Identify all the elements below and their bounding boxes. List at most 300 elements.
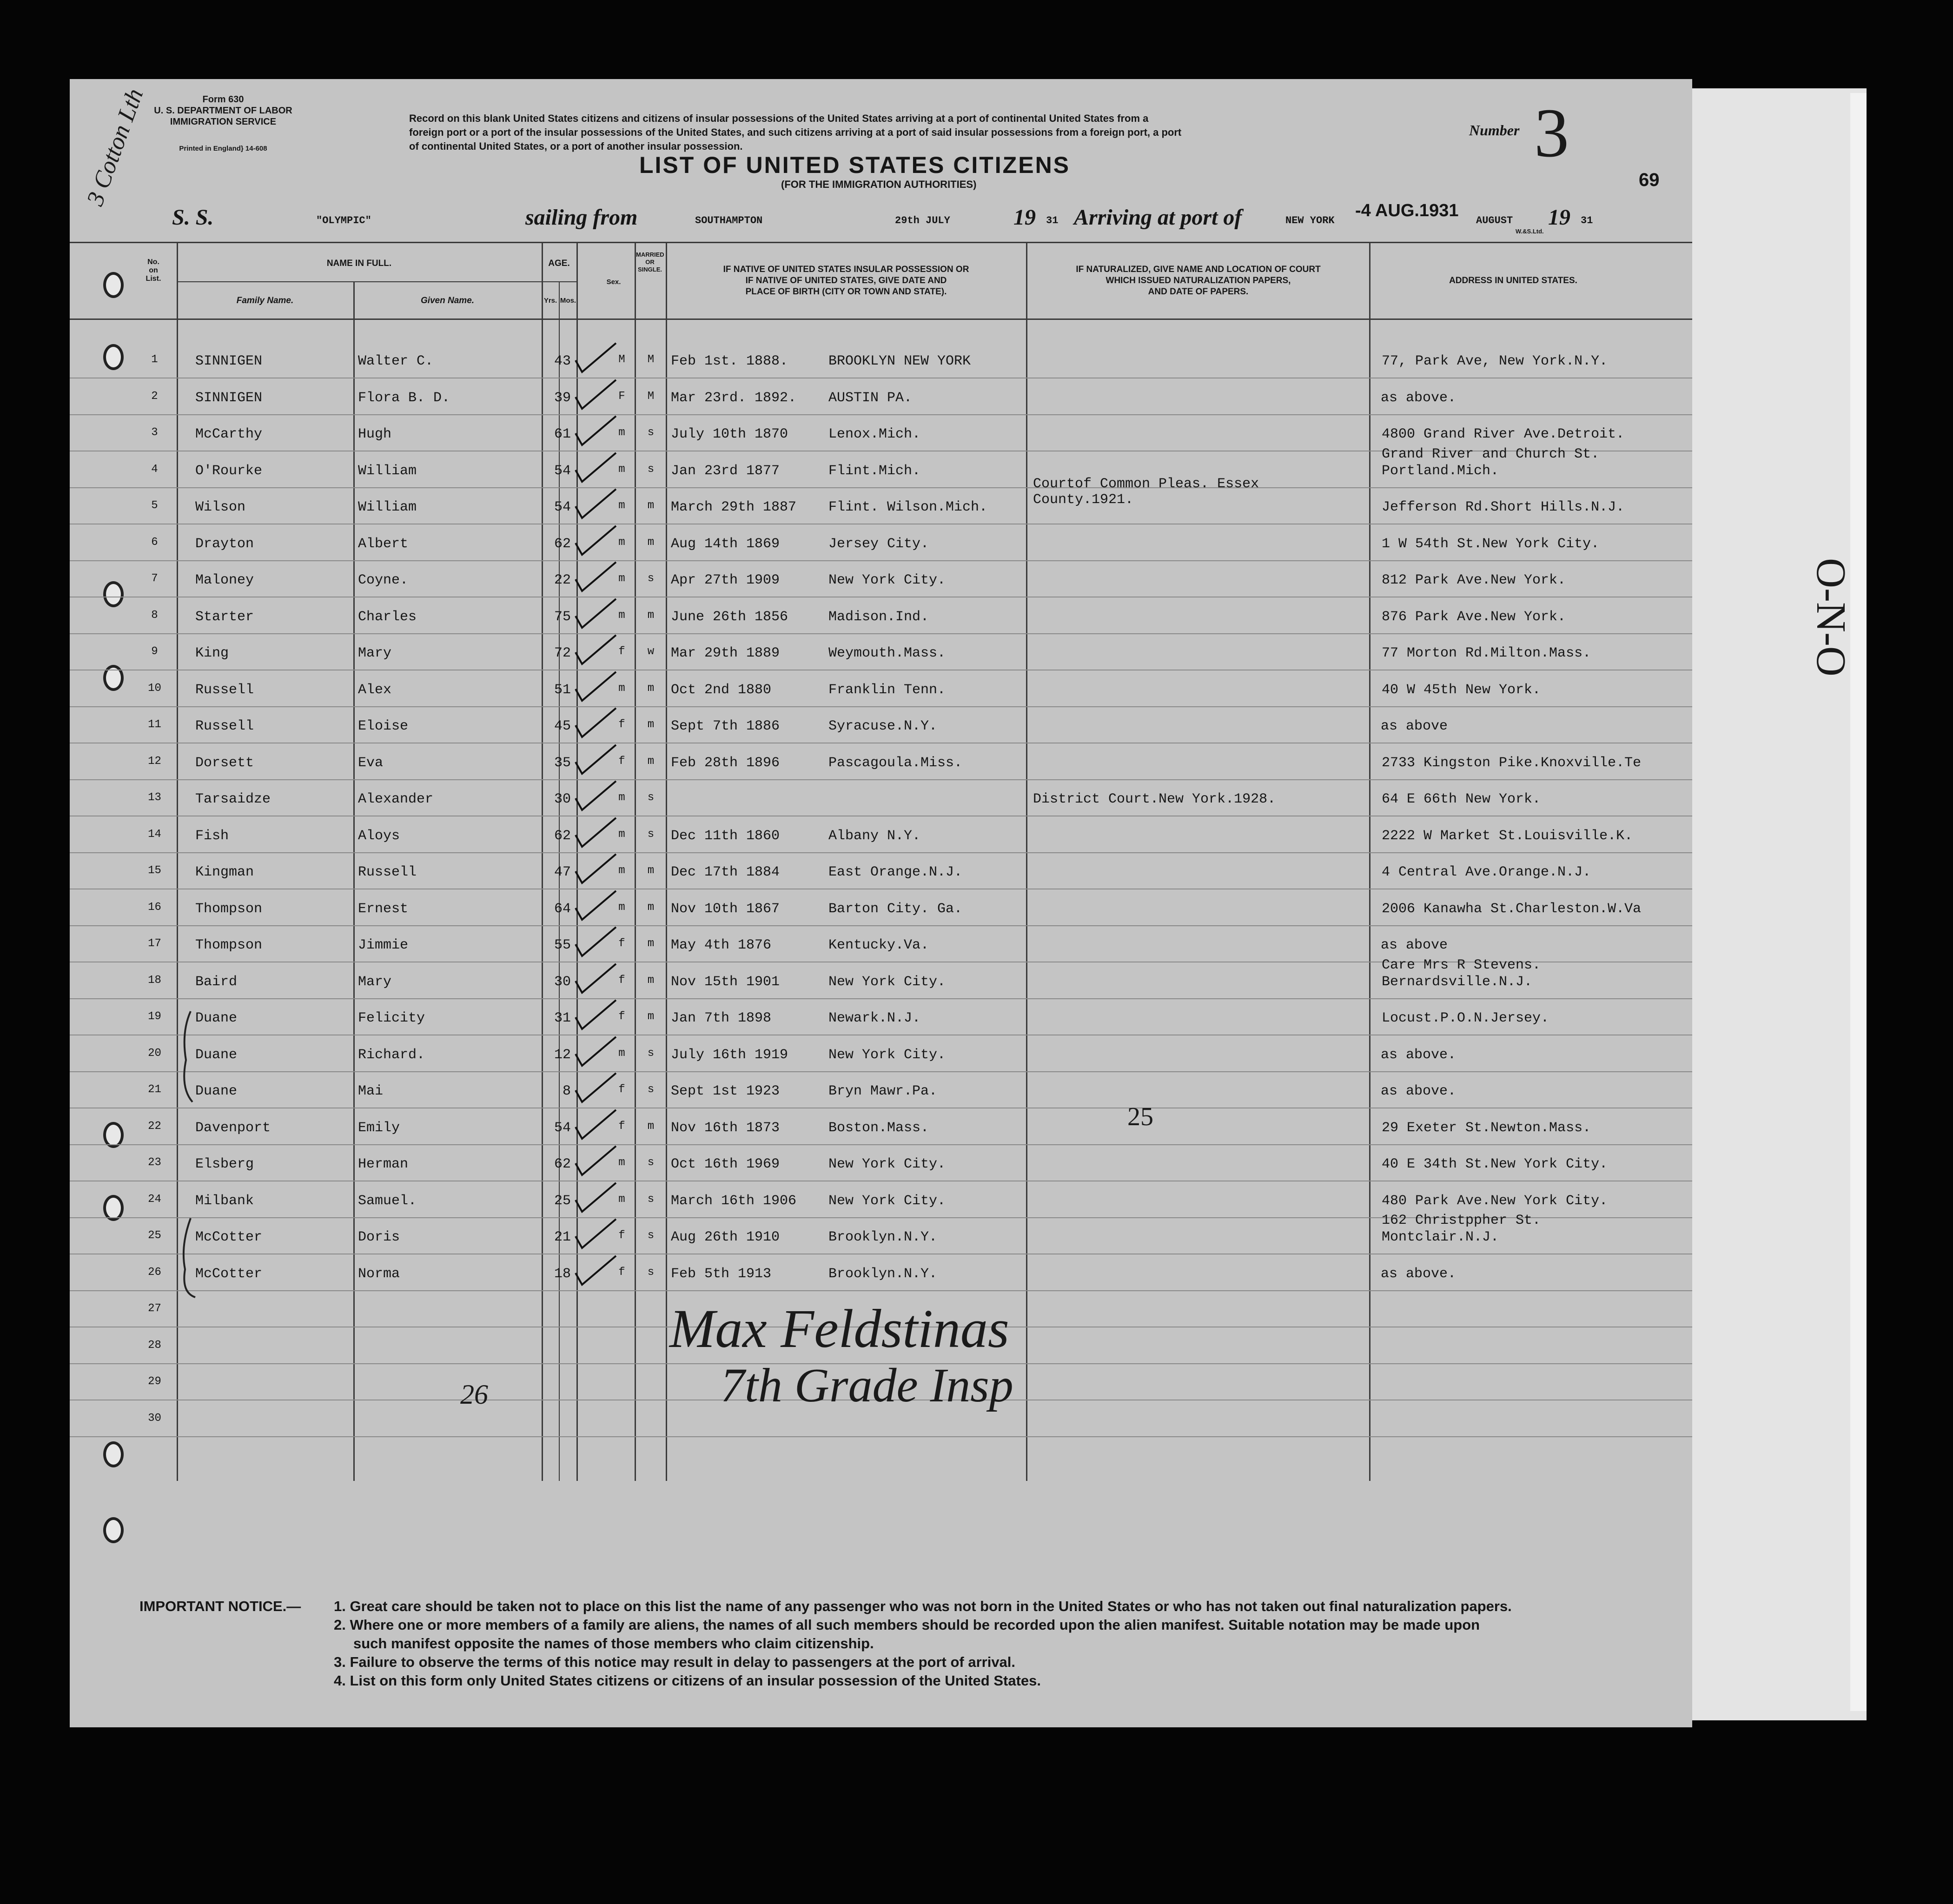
sex: m bbox=[618, 791, 625, 804]
ship-name: "OLYMPIC" bbox=[316, 215, 371, 226]
arrival-year: 31 bbox=[1581, 215, 1593, 226]
family-name: Baird bbox=[195, 974, 238, 990]
department: U. S. DEPARTMENT OF LABOR bbox=[154, 106, 292, 116]
given-name: Doris bbox=[358, 1229, 400, 1245]
stamp-number: 25 bbox=[1127, 1102, 1153, 1131]
row-number: 5 bbox=[151, 499, 158, 512]
birth-place: Weymouth.Mass. bbox=[828, 645, 946, 661]
check-mark bbox=[572, 1252, 623, 1289]
punch-hole bbox=[103, 1441, 124, 1467]
given-name: Charles bbox=[358, 609, 417, 625]
row-rule bbox=[70, 852, 1692, 853]
row-rule bbox=[70, 487, 1692, 488]
check-mark bbox=[572, 558, 623, 596]
header-text: IF NATIVE OF UNITED STATES, GIVE DATE AND bbox=[745, 276, 947, 285]
check-mark bbox=[572, 850, 623, 888]
to-port: NEW YORK bbox=[1285, 215, 1335, 226]
sex: m bbox=[618, 463, 625, 476]
family-name: Fish bbox=[195, 828, 229, 844]
birth-place: New York City. bbox=[828, 1193, 946, 1209]
family-name: Maloney bbox=[195, 572, 254, 588]
sex: m bbox=[618, 499, 625, 512]
page-number: 69 bbox=[1639, 170, 1660, 190]
marital-status: s bbox=[647, 791, 655, 804]
row-rule bbox=[70, 706, 1692, 707]
check-mark bbox=[572, 704, 623, 742]
birth-place: BROOKLYN NEW YORK bbox=[828, 353, 971, 369]
printer-mark: W.&S.Ltd. bbox=[1516, 228, 1544, 235]
given-name: Mary bbox=[358, 974, 392, 990]
birth-date: March 16th 1906 bbox=[671, 1193, 797, 1209]
marital-status: s bbox=[647, 828, 655, 841]
row-number: 30 bbox=[148, 1412, 161, 1425]
header-text: List. bbox=[146, 275, 161, 283]
family-name: Russell bbox=[195, 718, 254, 734]
table-top-rule bbox=[70, 242, 1692, 243]
row-number: 13 bbox=[148, 791, 161, 804]
birth-date: Jan 7th 1898 bbox=[671, 1010, 772, 1026]
sex: m bbox=[618, 426, 625, 439]
given-name: Ernest bbox=[358, 901, 409, 917]
form-number: Form 630 bbox=[202, 94, 244, 105]
birth-date: Dec 17th 1884 bbox=[671, 864, 780, 880]
col-header-given: Given Name. bbox=[420, 296, 475, 305]
birth-date: May 4th 1876 bbox=[671, 937, 772, 953]
family-bracket bbox=[177, 1004, 205, 1307]
year-prefix: 19 bbox=[1548, 205, 1570, 230]
number-label: Number bbox=[1469, 122, 1520, 139]
check-mark bbox=[572, 777, 623, 815]
sex: f bbox=[618, 937, 625, 950]
col-header-family: Family Name. bbox=[236, 296, 294, 305]
notice-item-4: 4. List on this form only United States citizens or citizens of an insular possession of the United States. bbox=[334, 1672, 1041, 1689]
row-rule bbox=[70, 560, 1692, 561]
punch-hole bbox=[103, 581, 124, 607]
col-divider bbox=[353, 281, 355, 1481]
row-number: 1 bbox=[151, 353, 158, 366]
birth-place: AUSTIN PA. bbox=[828, 390, 913, 406]
sex: m bbox=[618, 609, 625, 622]
inspector-signature: Max Feldstinas bbox=[669, 1298, 1009, 1359]
row-number: 16 bbox=[148, 901, 161, 914]
age-years: 54 bbox=[554, 1120, 571, 1136]
check-mark bbox=[572, 1033, 623, 1070]
address-line: Locust.P.O.N.Jersey. bbox=[1382, 1010, 1549, 1026]
birth-date: Feb 1st. 1888. bbox=[671, 353, 788, 369]
sex: M bbox=[618, 353, 625, 366]
marital-status: m bbox=[647, 864, 655, 877]
family-name: Davenport bbox=[195, 1120, 271, 1136]
row-rule bbox=[70, 1290, 1692, 1291]
notice-item-2: 2. Where one or more members of a family are aliens, the names of all such members should be recorded upon the alien manifest. Suitable notation may be made upon bbox=[334, 1617, 1480, 1633]
sex: m bbox=[618, 828, 625, 841]
family-name: McCotter bbox=[195, 1229, 263, 1245]
family-name: Thompson bbox=[195, 901, 263, 917]
family-name: McCarthy bbox=[195, 426, 263, 442]
marital-status: s bbox=[647, 1193, 655, 1206]
birth-date: March 29th 1887 bbox=[671, 499, 797, 515]
birth-place: Flint. Wilson.Mich. bbox=[828, 499, 988, 515]
birth-place: Barton City. Ga. bbox=[828, 901, 963, 917]
marital-status: m bbox=[647, 1120, 655, 1133]
birth-place: New York City. bbox=[828, 1156, 946, 1172]
punch-hole bbox=[103, 344, 124, 370]
given-name: Eva bbox=[358, 755, 384, 771]
birth-place: Jersey City. bbox=[828, 536, 929, 552]
marital-status: m bbox=[647, 682, 655, 695]
address-line: Care Mrs R Stevens. bbox=[1382, 957, 1541, 973]
punch-hole bbox=[103, 272, 124, 298]
row-number: 29 bbox=[148, 1375, 161, 1388]
row-number: 28 bbox=[148, 1339, 161, 1352]
birth-date: Sept 1st 1923 bbox=[671, 1083, 780, 1099]
row-rule bbox=[70, 779, 1692, 780]
address-line: 162 Christppher St. bbox=[1382, 1213, 1541, 1228]
birth-date: Mar 29th 1889 bbox=[671, 645, 780, 661]
row-number: 18 bbox=[148, 974, 161, 987]
row-rule bbox=[70, 1071, 1692, 1072]
address-line: Montclair.N.J. bbox=[1382, 1229, 1499, 1245]
header-text: PLACE OF BIRTH (CITY OR TOWN AND STATE). bbox=[745, 287, 947, 297]
sex: f bbox=[618, 1120, 625, 1133]
ss-label: S. S. bbox=[172, 205, 214, 230]
birth-place: New York City. bbox=[828, 974, 946, 990]
age-years: 30 bbox=[554, 791, 571, 807]
handwritten-number: 26 bbox=[460, 1379, 488, 1410]
address-line: 64 E 66th New York. bbox=[1382, 791, 1541, 807]
age-years: 22 bbox=[554, 572, 571, 588]
birth-place: New York City. bbox=[828, 572, 946, 588]
marital-status: m bbox=[647, 499, 655, 512]
family-name: Thompson bbox=[195, 937, 263, 953]
notice-item-1: 1. Great care should be taken not to place on this list the name of any passenger who was not born in the United States or who has not taken out final naturalization papers. bbox=[334, 1598, 1512, 1614]
check-mark bbox=[572, 923, 623, 961]
address-line: 4 Central Ave.Orange.N.J. bbox=[1382, 864, 1591, 880]
given-name: William bbox=[358, 463, 417, 479]
address-line: 4800 Grand River Ave.Detroit. bbox=[1382, 426, 1625, 442]
notice-item-3: 3. Failure to observe the terms of this notice may result in delay to passengers at the port of arrival. bbox=[334, 1654, 1016, 1670]
record-note-line: foreign port or a port of the insular possessions of the United States, and such citizens arriving at a port of said insular possessions from a foreign port, a port bbox=[409, 126, 1182, 138]
row-number: 20 bbox=[148, 1047, 161, 1060]
sex: f bbox=[618, 755, 625, 768]
check-mark bbox=[572, 522, 623, 559]
header-text: MARRIED OR bbox=[636, 251, 664, 265]
given-name: Eloise bbox=[358, 718, 409, 734]
family-name: O'Rourke bbox=[195, 463, 263, 479]
marital-status: M bbox=[647, 353, 655, 366]
age-years: 18 bbox=[554, 1266, 571, 1282]
record-note bbox=[409, 112, 1348, 153]
check-mark bbox=[572, 887, 623, 924]
marital-status: m bbox=[647, 536, 655, 549]
family-name: Kingman bbox=[195, 864, 254, 880]
row-number: 8 bbox=[151, 609, 158, 622]
birth-place: Newark.N.J. bbox=[828, 1010, 921, 1026]
address-line: as above bbox=[1381, 718, 1448, 734]
check-mark bbox=[572, 1106, 623, 1143]
address-line: as above. bbox=[1381, 1266, 1456, 1282]
address-line: 77, Park Ave, New York.N.Y. bbox=[1382, 353, 1608, 369]
age-years: 62 bbox=[554, 1156, 571, 1172]
marital-status: m bbox=[647, 937, 655, 950]
birth-date: Aug 14th 1869 bbox=[671, 536, 780, 552]
birth-place: Madison.Ind. bbox=[828, 609, 929, 625]
row-rule bbox=[70, 1436, 1692, 1437]
col-header-address: ADDRESS IN UNITED STATES. bbox=[1449, 276, 1577, 285]
year-prefix: 19 bbox=[1013, 205, 1036, 230]
right-margin-mark: O-N-O bbox=[1808, 558, 1854, 677]
family-name: Elsberg bbox=[195, 1156, 254, 1172]
service: IMMIGRATION SERVICE bbox=[170, 117, 277, 127]
marital-status: s bbox=[647, 1156, 655, 1169]
row-number: 2 bbox=[151, 390, 158, 403]
header-text: IF NATIVE OF UNITED STATES INSULAR POSSESSION OR bbox=[723, 265, 969, 274]
address-line: 2222 W Market St.Louisville.K. bbox=[1382, 828, 1633, 844]
age-years: 12 bbox=[554, 1047, 571, 1063]
sex: f bbox=[618, 1266, 625, 1279]
arrival-stamp: -4 AUG.1931 bbox=[1355, 201, 1459, 220]
row-number: 21 bbox=[148, 1083, 161, 1096]
address-line: Jefferson Rd.Short Hills.N.J. bbox=[1382, 499, 1625, 515]
marital-status: M bbox=[647, 390, 655, 403]
check-mark bbox=[572, 449, 623, 486]
age-years: 43 bbox=[554, 353, 571, 369]
age-years: 25 bbox=[554, 1193, 571, 1209]
marital-status: m bbox=[647, 755, 655, 768]
header-text: No. bbox=[147, 258, 159, 266]
row-number: 12 bbox=[148, 755, 161, 768]
age-years: 61 bbox=[554, 426, 571, 442]
row-rule bbox=[70, 925, 1692, 926]
sex: m bbox=[618, 536, 625, 549]
birth-date: July 10th 1870 bbox=[671, 426, 788, 442]
naturalization-court: Courtof Common Pleas. Essex County.1921. bbox=[1033, 476, 1259, 508]
page-subtitle: (FOR THE IMMIGRATION AUTHORITIES) bbox=[781, 179, 977, 190]
age-years: 30 bbox=[554, 974, 571, 990]
given-name: Samuel. bbox=[358, 1193, 417, 1209]
check-mark bbox=[572, 485, 623, 523]
col-header-naturalized bbox=[1027, 264, 1369, 298]
given-name: Flora B. D. bbox=[358, 390, 450, 406]
marital-status: s bbox=[647, 1083, 655, 1096]
col-header-birth bbox=[667, 264, 1025, 298]
birth-date: June 26th 1856 bbox=[671, 609, 788, 625]
family-name: Milbank bbox=[195, 1193, 254, 1209]
col-header-mos: Mos. bbox=[560, 297, 576, 305]
birth-place: Albany N.Y. bbox=[828, 828, 921, 844]
address-line: Bernardsville.N.J. bbox=[1382, 974, 1533, 990]
birth-place: Franklin Tenn. bbox=[828, 682, 946, 698]
row-number: 11 bbox=[148, 718, 161, 731]
check-mark bbox=[572, 1215, 623, 1253]
birth-place: New York City. bbox=[828, 1047, 946, 1063]
check-mark bbox=[572, 814, 623, 851]
address-line: as above. bbox=[1381, 1047, 1456, 1063]
family-name: McCotter bbox=[195, 1266, 263, 1282]
address-line: 480 Park Ave.New York City. bbox=[1382, 1193, 1608, 1209]
row-rule bbox=[70, 998, 1692, 999]
header-text: SINGLE. bbox=[637, 266, 662, 273]
birth-date: Aug 26th 1910 bbox=[671, 1229, 780, 1245]
given-name: Mai bbox=[358, 1083, 384, 1099]
given-name: Hugh bbox=[358, 426, 392, 442]
punch-hole bbox=[103, 665, 124, 691]
row-number: 24 bbox=[148, 1193, 161, 1206]
address-line: Grand River and Church St. bbox=[1382, 446, 1600, 462]
address-line: 2733 Kingston Pike.Knoxville.Te bbox=[1382, 755, 1642, 771]
marital-status: m bbox=[647, 718, 655, 731]
name-subrule bbox=[177, 281, 576, 282]
birth-place: Kentucky.Va. bbox=[828, 937, 929, 953]
sex: f bbox=[618, 1010, 625, 1023]
age-years: 31 bbox=[554, 1010, 571, 1026]
check-mark bbox=[572, 1179, 623, 1216]
birth-place: East Orange.N.J. bbox=[828, 864, 963, 880]
col-header-no bbox=[137, 258, 170, 283]
row-number: 4 bbox=[151, 463, 158, 476]
given-name: Walter C. bbox=[358, 353, 434, 369]
marital-status: m bbox=[647, 974, 655, 987]
header-text: WHICH ISSUED NATURALIZATION PAPERS, bbox=[1106, 276, 1291, 285]
given-name: Emily bbox=[358, 1120, 400, 1136]
from-port: SOUTHAMPTON bbox=[695, 215, 763, 226]
age-years: 54 bbox=[554, 463, 571, 479]
row-number: 6 bbox=[151, 536, 158, 549]
check-mark bbox=[572, 668, 623, 705]
birth-date: Oct 16th 1969 bbox=[671, 1156, 780, 1172]
address-line: 40 W 45th New York. bbox=[1382, 682, 1541, 698]
printer-note: Printed in England} 14-608 bbox=[179, 145, 267, 153]
check-mark bbox=[572, 960, 623, 997]
row-number: 23 bbox=[148, 1156, 161, 1169]
age-years: 51 bbox=[554, 682, 571, 698]
check-mark bbox=[572, 741, 623, 778]
marital-status: s bbox=[647, 572, 655, 585]
marital-status: m bbox=[647, 1010, 655, 1023]
check-mark bbox=[572, 595, 623, 632]
given-name: Herman bbox=[358, 1156, 409, 1172]
birth-place: Syracuse.N.Y. bbox=[828, 718, 938, 734]
check-mark bbox=[572, 996, 623, 1034]
check-mark bbox=[572, 376, 623, 413]
family-name: Duane bbox=[195, 1047, 238, 1063]
col-divider bbox=[1026, 242, 1027, 1481]
header-text: on bbox=[149, 266, 158, 274]
family-name: SINNIGEN bbox=[195, 390, 263, 406]
age-years: 8 bbox=[562, 1083, 571, 1099]
given-name: Albert bbox=[358, 536, 409, 552]
address-line: 77 Morton Rd.Milton.Mass. bbox=[1382, 645, 1591, 661]
given-name: Aloys bbox=[358, 828, 400, 844]
page-title: LIST OF UNITED STATES CITIZENS bbox=[639, 152, 1071, 178]
sail-year: 31 bbox=[1046, 215, 1059, 226]
age-years: 62 bbox=[554, 828, 571, 844]
sex: f bbox=[618, 645, 625, 658]
row-number: 19 bbox=[148, 1010, 161, 1023]
sailing-label: sailing from bbox=[525, 205, 638, 230]
sex: f bbox=[618, 974, 625, 987]
row-number: 27 bbox=[148, 1302, 161, 1315]
row-number: 26 bbox=[148, 1266, 161, 1279]
sex: m bbox=[618, 864, 625, 877]
address-line: 40 E 34th St.New York City. bbox=[1382, 1156, 1608, 1172]
age-years: 21 bbox=[554, 1229, 571, 1245]
birth-place: Brooklyn.N.Y. bbox=[828, 1266, 938, 1282]
header-text: IF NATURALIZED, GIVE NAME AND LOCATION OF COURT bbox=[1076, 265, 1321, 274]
marital-status: s bbox=[647, 463, 655, 476]
arriving-label: Arriving at port of bbox=[1074, 205, 1242, 230]
col-divider bbox=[666, 242, 667, 1481]
list-number: 3 bbox=[1534, 94, 1569, 172]
row-number: 15 bbox=[148, 864, 161, 877]
age-years: 55 bbox=[554, 937, 571, 953]
marginal-note: 3 Cotton Lth bbox=[81, 85, 149, 209]
row-number: 25 bbox=[148, 1229, 161, 1242]
given-name: Alexander bbox=[358, 791, 434, 807]
check-mark bbox=[572, 1142, 623, 1180]
col-divider bbox=[635, 242, 636, 1481]
row-number: 7 bbox=[151, 572, 158, 585]
address-line: as above. bbox=[1381, 1083, 1456, 1099]
address-line: as above. bbox=[1381, 390, 1456, 406]
row-rule bbox=[70, 1144, 1692, 1145]
address-line: 1 W 54th St.New York City. bbox=[1382, 536, 1600, 552]
sex: m bbox=[618, 1193, 625, 1206]
birth-date: Jan 23rd 1877 bbox=[671, 463, 780, 479]
marital-status: s bbox=[647, 426, 655, 439]
row-number: 3 bbox=[151, 426, 158, 439]
marital-status: s bbox=[647, 1266, 655, 1279]
check-mark bbox=[572, 1069, 623, 1107]
sex: m bbox=[618, 1047, 625, 1060]
sex: f bbox=[618, 1229, 625, 1242]
family-name: Starter bbox=[195, 609, 254, 625]
age-years: 72 bbox=[554, 645, 571, 661]
birth-place: Lenox.Mich. bbox=[828, 426, 921, 442]
age-years: 64 bbox=[554, 901, 571, 917]
punch-hole bbox=[103, 1517, 124, 1543]
birth-date: Nov 15th 1901 bbox=[671, 974, 780, 990]
paper-edge-outer bbox=[1850, 93, 1867, 1711]
given-name: Jimmie bbox=[358, 937, 409, 953]
birth-date: Oct 2nd 1880 bbox=[671, 682, 772, 698]
col-divider bbox=[1369, 242, 1370, 1481]
birth-place: Bryn Mawr.Pa. bbox=[828, 1083, 938, 1099]
check-mark bbox=[572, 631, 623, 669]
naturalization-court: District Court.New York.1928. bbox=[1033, 791, 1276, 807]
age-years: 62 bbox=[554, 536, 571, 552]
family-name: Duane bbox=[195, 1010, 238, 1026]
family-name: Wilson bbox=[195, 499, 246, 515]
age-years: 35 bbox=[554, 755, 571, 771]
row-number: 22 bbox=[148, 1120, 161, 1133]
form-id-block bbox=[153, 94, 293, 154]
given-name: Russell bbox=[358, 864, 417, 880]
birth-place: Boston.Mass. bbox=[828, 1120, 929, 1136]
family-name: Russell bbox=[195, 682, 254, 698]
age-years: 39 bbox=[554, 390, 571, 406]
sail-date: 29th JULY bbox=[895, 215, 950, 226]
age-years: 45 bbox=[554, 718, 571, 734]
address-line: 2006 Kanawha St.Charleston.W.Va bbox=[1382, 901, 1642, 917]
header-bottom-rule bbox=[70, 318, 1692, 320]
col-header-age: AGE. bbox=[548, 259, 570, 268]
header-text: AND DATE OF PAPERS. bbox=[1148, 287, 1249, 297]
family-name: Drayton bbox=[195, 536, 254, 552]
check-mark bbox=[572, 339, 623, 377]
sex: f bbox=[618, 1083, 625, 1096]
check-mark bbox=[572, 412, 623, 450]
